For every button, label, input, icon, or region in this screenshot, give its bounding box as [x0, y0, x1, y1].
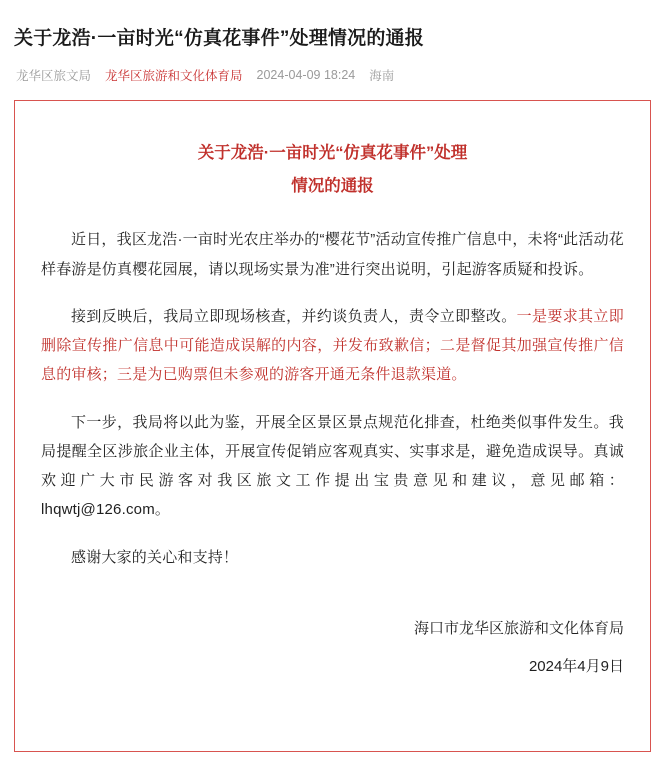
paragraph-4-text: 感谢大家的关心和支持！	[71, 548, 239, 566]
document-title-line2: 情况的通报	[291, 177, 374, 196]
meta-location: 海南	[369, 69, 395, 84]
meta-organization[interactable]: 龙华区旅游和文化体育局	[105, 69, 243, 84]
page-title: 关于龙浩·一亩时光“仿真花事件”处理情况的通报	[14, 27, 424, 49]
article-meta	[14, 66, 651, 84]
signature-date: 2024年4月9日	[528, 657, 624, 675]
meta-datetime: 2024-04-09 18:24	[256, 68, 356, 83]
meta-source: 龙华区旅文局	[16, 69, 92, 84]
document-signature	[41, 614, 624, 682]
notice-document-card	[14, 100, 651, 752]
document-title-line1: 关于龙浩·一亩时光“仿真花事件”处理	[197, 144, 468, 163]
document-title	[41, 137, 624, 203]
paragraph-2-text-highlight: 一是要求其立即删除宣传推广信息中可能造成误解的内容，并发布致歉信；二是督促其加强宣传推广信息的审核；三是为已购票但未参观的游客开通无条件退款渠道。	[41, 307, 624, 384]
paragraph-3	[41, 408, 624, 525]
article-page	[0, 13, 665, 773]
paragraph-2	[41, 302, 624, 390]
paragraph-1-text: 近日，我区龙浩·一亩时光农庄举办的“樱花节”活动宣传推广信息中，未将“此活动花样春游是仿真樱花园展，请以现场实景为准”进行突出说明，引起游客质疑和投诉。	[41, 231, 624, 278]
paragraph-1	[41, 225, 624, 284]
paragraph-2-text-plain: 接到反映后，我局立即现场核查，并约谈负责人，责令立即整改。	[71, 307, 517, 325]
signature-organization: 海口市龙华区旅游和文化体育局	[413, 619, 624, 637]
document-body	[41, 225, 624, 572]
paragraph-3-text: 下一步，我局将以此为鉴，开展全区景区景点规范化排查，杜绝类似事件发生。我局提醒全区涉旅企业主体，开展宣传促销应客观真实、实事求是，避免造成误导。真诚欢迎广大市民游客对我区旅文工作提出宝贵意见和建议，意见邮箱：lhqwtj@126.com。	[41, 413, 624, 519]
paragraph-4	[41, 543, 624, 572]
